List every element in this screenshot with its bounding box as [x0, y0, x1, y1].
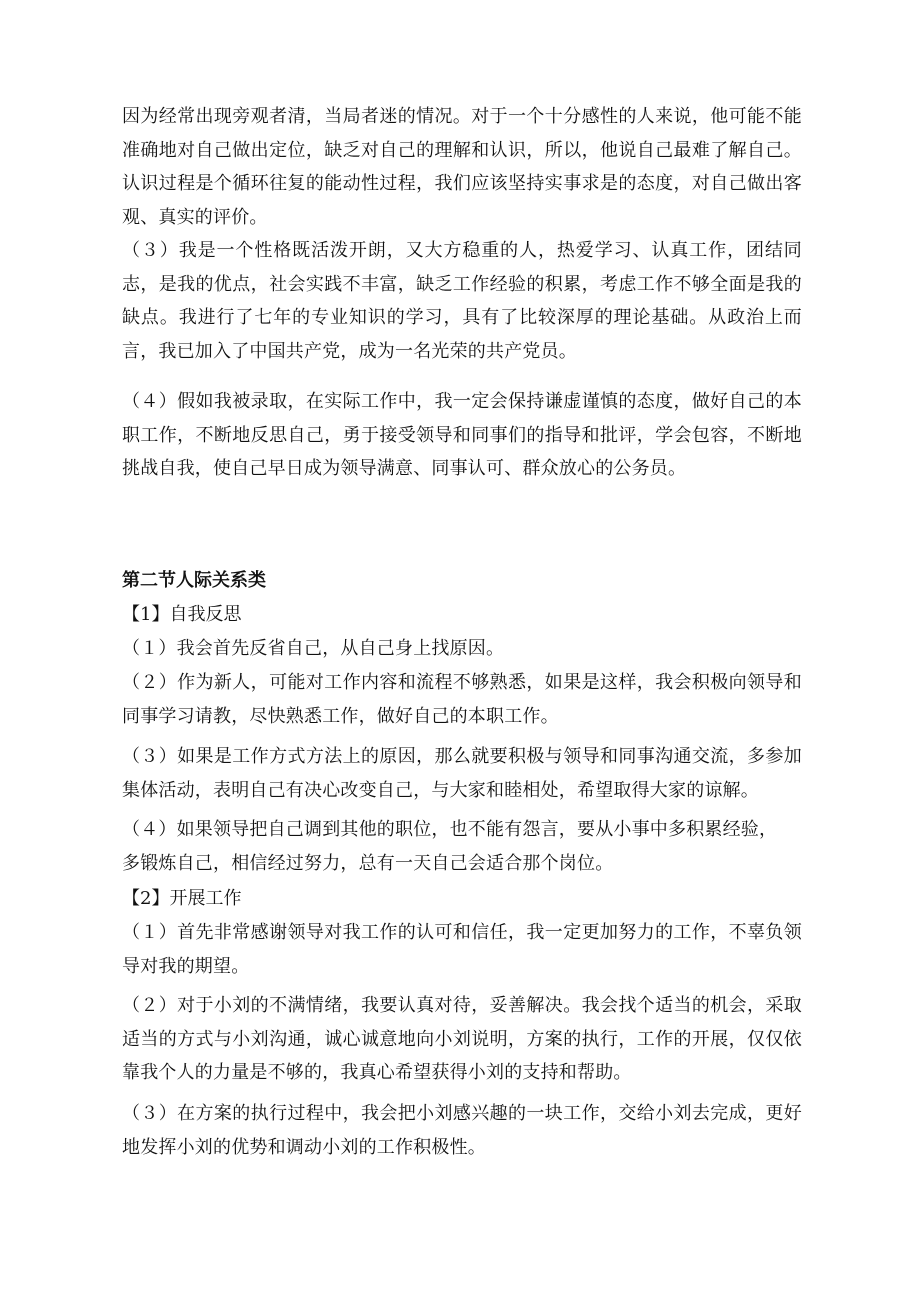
list-item: （３）在方案的执行过程中，我会把小刘感兴趣的一块工作，交给小刘去完成，更好地发挥小刘的优势和调动小刘的工作积极性。 [122, 1103, 802, 1158]
paragraph-item-3: （３）我是一个性格既活泼开朗，又大方稳重的人，热爱学习、认真工作，团结同志，是我的优点，社会实践不丰富，缺乏工作经验的积累，考虑工作不够全面是我的缺点。我进行了七年的专业知识的学习，具有了比较深厚的理论基础。从政治上而言，我已加入了中国共产党，成为一名光荣的共产党员。 [122, 240, 802, 362]
intro-paragraph: 因为经常出现旁观者清，当局者迷的情况。对于一个十分感性的人来说，他可能不能准确地对自己做出定位，缺乏对自己的理解和认识，所以，他说自己最难了解自己。认识过程是个循环往复的能动性过程，我们应该坚持实事求是的态度，对自己做出客观、真实的评价。 [122, 106, 802, 228]
paragraph-item-4: （４）假如我被录取，在实际工作中，我一定会保持谦虚谨慎的态度，做好自己的本职工作，不断地反思自己，勇于接受领导和同事们的指导和批评，学会包容，不断地挑战自我，使自己早日成为领导满意、同事认可、群众放心的公务员。 [122, 391, 802, 479]
section-heading: 第二节人际关系类 [122, 570, 266, 591]
subsection-title-1: 【1】自我反思 [122, 604, 242, 625]
list-item: （２）作为新人，可能对工作内容和流程不够熟悉，如果是这样，我会积极向领导和同事学习请教，尽快熟悉工作，做好自己的本职工作。 [122, 672, 802, 727]
list-item: （３）如果是工作方式方法上的原因，那么就要积极与领导和同事沟通交流，多参加集体活动，表明自己有决心改变自己，与大家和睦相处，希望取得大家的谅解。 [122, 746, 802, 801]
list-item: （４）如果领导把自己调到其他的职位，也不能有怨言，要从小事中多积累经验， 多锻炼自己，相信经过努力，总有一天自己会适合那个岗位。 [122, 819, 778, 874]
subsection-title-2: 【2】开展工作 [122, 888, 242, 909]
list-item: （１）首先非常感谢领导对我工作的认可和信任，我一定更加努力的工作，不辜负领导对我的期望。 [122, 922, 802, 977]
list-item: （２）对于小刘的不满情绪，我要认真对待，妥善解决。我会找个适当的机会，采取适当的方式与小刘沟通，诚心诚意地向小刘说明，方案的执行，工作的开展，仅仅依靠我个人的力量是不够的，我真心希望获得小刘的支持和帮助。 [122, 995, 802, 1083]
list-item: （１）我会首先反省自己，从自己身上找原因。 [122, 638, 505, 659]
